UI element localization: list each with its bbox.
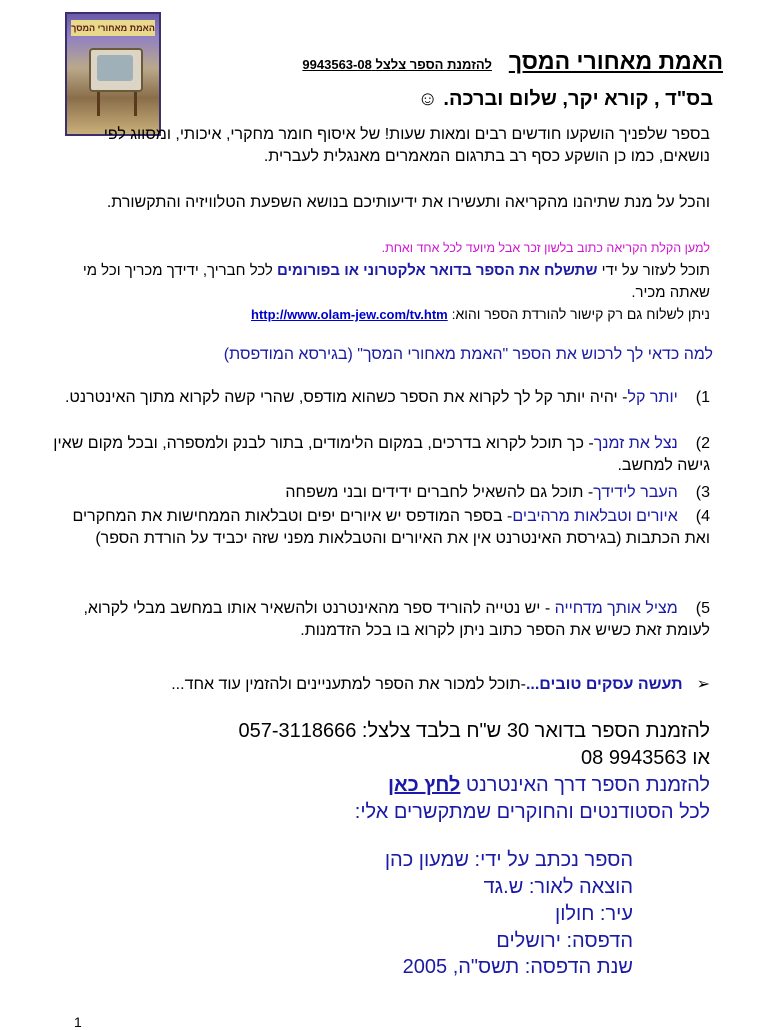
- tv-stand-illustration: [97, 92, 137, 116]
- page-number: 1: [74, 1014, 82, 1030]
- intro-paragraph-1: בספר שלפניך הושקעו חודשים רבים ומאות שעות! של איסוף חומר מחקרי, איכותי, ומסווג לפי נושאים, כמו כן הושקע כסף רב בתרגום המאמרים מאנגלית לעברית.: [103, 126, 710, 165]
- order-line-1: להזמנת הספר בדואר 30 ש"ח בלבד צלצל: 057-3118666: [238, 720, 710, 742]
- reason-5: 5)מציל אותך מדחייה - יש נטייה להוריד ספר מהאינטרנט ולהשאיר אותו במחשב מבלי לקרוא, לעומת זאת כשיש את הספר כתוב ניתן לקרוא בו בכל הזדמנות.: [83, 600, 710, 639]
- reason-1: 1)יותר קל- יהיה יותר קל לך לקרוא את הספר כשהוא מודפס, שהרי קשה לקרוא מתוך האינטרנט.: [64, 389, 710, 406]
- reason-4: 4)איורים וטבלאות מרהיבים- בספר המודפס יש איורים יפים וטבלאות הממחישות את המחקרים ואת הכתבות (בגירסת האינטרנט אין את האיורים והטבלאות מפני שזה יכביד על הורדת הספר): [72, 508, 710, 547]
- order-line-2: או 9943563 08: [581, 747, 710, 769]
- intro-paragraph-2: והכל על מנת שתיהנו מהקריאה ותעשירו את ידיעותיכם בנושא השפעת הטלוויזיה והתקשורת.: [106, 194, 710, 211]
- business-bullet: ➢תעשה עסקים טובים...-תוכל למכור את הספר למתעניינים ולהזמין עוד אחד...: [171, 676, 710, 693]
- reading-note: למען הקלת הקריאה כתוב בלשון זכר אבל מיועד לכל אחד ואחת.: [381, 241, 710, 255]
- business-title: תעשה עסקים טובים...: [525, 676, 683, 693]
- cover-title: האמת מאחורי המסך: [71, 20, 155, 36]
- reason-3: 3)העבר לידידך- תוכל גם להשאיל לחברים ידידים ובני משפחה: [285, 484, 710, 501]
- header-line: [163, 48, 723, 78]
- order-line-3: להזמנת הספר דרך האינטרנט לחץ כאן: [388, 774, 710, 796]
- greeting: בס"ד , קורא יקר, שלום וברכה. ☺: [417, 88, 713, 110]
- colophon-author: הספר נכתב על ידי: שמעון כהן: [384, 849, 633, 871]
- order-line-4: לכל הסטודנטים והחוקרים שמתקשרים אלי:: [354, 801, 710, 823]
- page-title: האמת מאחורי המסך: [508, 48, 723, 74]
- reason-title: איורים וטבלאות מרהיבים: [512, 508, 678, 525]
- reason-title: נצל את זמנך: [593, 435, 678, 452]
- reason-title: יותר קל: [627, 389, 678, 406]
- order-phone-link[interactable]: להזמנת הספר צלצל 9943563-08: [302, 57, 492, 72]
- colophon-city: עיר: חולון: [555, 903, 633, 925]
- download-link-line: ניתן לשלוח גם רק קישור להורדת הספר והוא: http://www.olam-jew.com/tv.htm: [251, 306, 710, 322]
- order-online-link[interactable]: לחץ כאן: [388, 774, 461, 796]
- colophon-publisher: הוצאה לאור: ש.גד: [483, 876, 633, 898]
- reason-title: מציל אותך מדחייה: [554, 600, 678, 617]
- why-heading: למה כדאי לך לרכוש את הספר "האמת מאחורי המסך" (בגירסא המודפסת): [223, 346, 713, 363]
- share-emphasis: שתשלח את הספר בדואר אלקטרוני או בפורומים: [277, 262, 598, 279]
- television-illustration: [89, 48, 143, 92]
- share-paragraph: תוכל לעזור על ידי שתשלח את הספר בדואר אלקטרוני או בפורומים לכל חבריך, ידידך מכריך וכל מי שאתה מכיר.: [82, 262, 710, 301]
- colophon-year: שנת הדפסה: תשס"ה, 2005: [402, 956, 633, 978]
- arrow-bullet-icon: ➢: [696, 676, 710, 693]
- download-url-link[interactable]: http://www.olam-jew.com/tv.htm: [251, 307, 448, 322]
- reason-title: העבר לידידך: [593, 484, 678, 501]
- colophon-printing: הדפסה: ירושלים: [496, 930, 633, 952]
- reason-2: 2)נצל את זמנך- כך תוכל לקרוא בדרכים, במקום הלימודים, בתור לבנק ולמספרה, ובכל מקום שאין גישה למחשב.: [53, 435, 710, 474]
- book-cover-image: [65, 12, 161, 136]
